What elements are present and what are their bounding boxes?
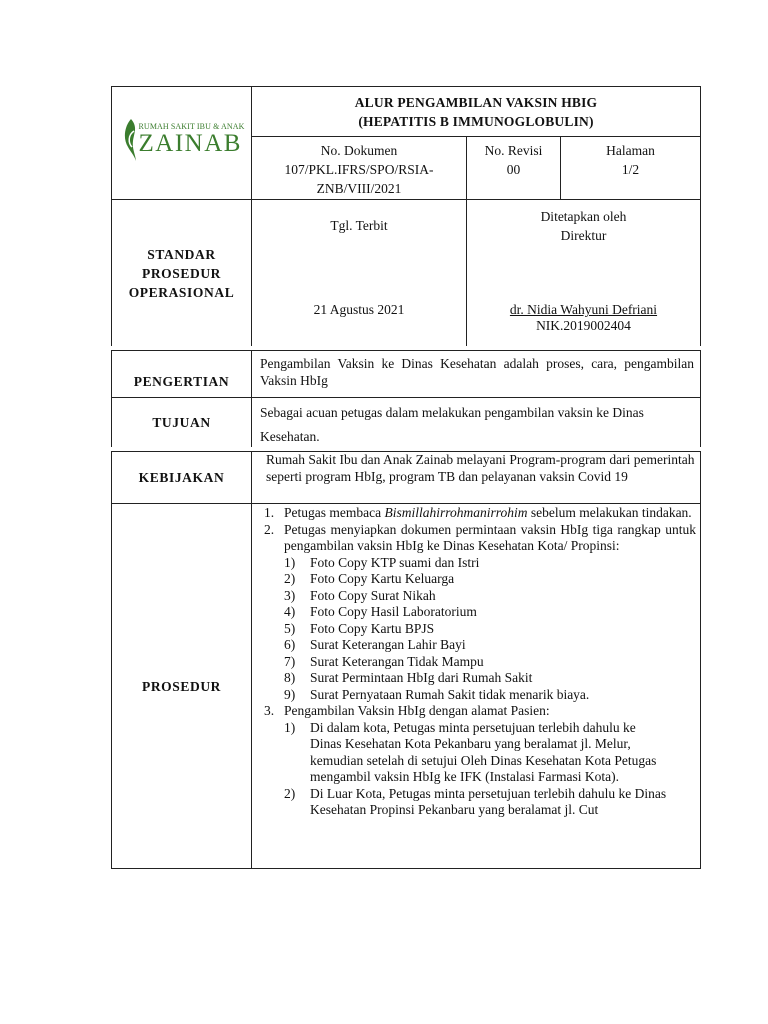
document-list <box>258 555 696 704</box>
procedure-step-3 <box>258 703 696 720</box>
doc-number-cell <box>252 137 466 199</box>
logo-cell <box>112 87 252 199</box>
item-text: Di dalam kota, Petugas minta persetujuan terlebih dahulu ke Dinas Kesehatan Kota Pekanbaru yang beralamat jl. Melur, kemudian setelah di setujui Oleh Dinas Kesehatan Kota Petugas mengambil vaksin HbIg ke IFK (Instalasi Farmasi Kota). <box>310 719 657 784</box>
tujuan-label: TUJUAN <box>112 398 252 447</box>
header-info <box>252 87 700 199</box>
prosedur-label: PROSEDUR <box>112 504 252 868</box>
logo-name: ZAINAB <box>138 130 242 157</box>
document-meta <box>252 137 700 199</box>
address-list <box>258 720 696 819</box>
item-text: Foto Copy KTP suami dan Istri <box>310 554 480 570</box>
item-text: Surat Keterangan Tidak Mampu <box>310 653 484 669</box>
header-row <box>111 86 701 199</box>
list-item <box>258 687 696 704</box>
list-item <box>258 654 696 671</box>
director-nik: NIK.2019002404 <box>536 318 631 333</box>
page-cell <box>560 137 700 199</box>
list-item <box>258 588 696 605</box>
sop-document <box>111 86 701 869</box>
signatory <box>467 302 700 334</box>
step-number: 1. <box>264 505 275 520</box>
item-text: Foto Copy Kartu Keluarga <box>310 571 455 586</box>
approved-by-1: Ditetapkan oleh <box>540 209 627 224</box>
item-text: Surat Keterangan Lahir Bayi <box>310 637 466 652</box>
list-item <box>258 720 668 786</box>
document-title <box>252 87 700 137</box>
tujuan-line-1: Sebagai acuan petugas dalam melakukan pengambilan vaksin ke Dinas <box>260 405 644 420</box>
item-number: 4) <box>284 604 296 619</box>
step-number: 3. <box>264 703 275 718</box>
tujuan-line-2: Kesehatan. <box>260 429 320 444</box>
revision-label: No. Revisi <box>484 143 543 158</box>
issue-date-value: 21 Agustus 2021 <box>313 302 405 317</box>
item-number: 1) <box>284 554 296 570</box>
pengertian-row <box>111 350 701 397</box>
list-item <box>258 621 696 638</box>
sop-row <box>111 199 701 346</box>
prosedur-row <box>111 503 701 869</box>
tujuan-text <box>252 398 700 447</box>
revision-cell <box>466 137 560 199</box>
procedure-step-2 <box>258 522 696 555</box>
approved-by <box>467 207 700 245</box>
list-item <box>258 670 696 687</box>
revision-value: 00 <box>506 162 521 177</box>
item-text: Surat Pernyataan Rumah Sakit tidak menarik biaya. <box>310 686 590 702</box>
item-number: 3) <box>284 587 296 603</box>
step-1-text-post: sebelum melakukan tindakan. <box>527 505 692 520</box>
step-2-text: Petugas menyiapkan dokumen permintaan vaksin HbIg tiga rangkap untuk pengambilan vaksin HbIg ke Dinas Kesehatan Kota/ Propinsi: <box>284 521 696 553</box>
step-number: 2. <box>264 521 275 537</box>
prosedur-content <box>252 504 700 868</box>
title-line-1: ALUR PENGAMBILAN VAKSIN HBIG <box>354 95 598 110</box>
item-number: 8) <box>284 670 296 685</box>
sop-label-3: OPERASIONAL <box>128 284 235 300</box>
issue-date-cell <box>252 200 466 346</box>
item-number: 6) <box>284 637 296 652</box>
kebijakan-row <box>111 451 701 503</box>
list-item <box>258 555 696 572</box>
item-text: Foto Copy Kartu BPJS <box>310 620 435 636</box>
item-number: 1) <box>284 719 296 735</box>
doc-number-value-1: 107/PKL.IFRS/SPO/RSIA- <box>284 162 434 177</box>
sop-label-1: STANDAR <box>147 246 216 262</box>
doc-number-label: No. Dokumen <box>320 143 398 158</box>
item-number: 2) <box>284 785 296 801</box>
kebijakan-text: Rumah Sakit Ibu dan Anak Zainab melayani Program-program dari pemerintah seperti program HbIg, program TB dan pelayanan vaksin Covid 19 <box>266 452 695 484</box>
procedure-step-1 <box>258 505 696 522</box>
sop-label-2: PROSEDUR <box>141 265 222 281</box>
director-name: dr. Nidia Wahyuni Defriani <box>509 302 658 317</box>
sop-details <box>252 200 700 346</box>
step-1-italic: Bismillahirrohmanirrohim <box>384 505 528 520</box>
step-1-text-pre: Petugas membaca <box>284 505 385 520</box>
pengertian-text: Pengambilan Vaksin ke Dinas Kesehatan adalah proses, cara, pengambilan Vaksin HbIg <box>260 356 694 388</box>
page-label: Halaman <box>606 143 655 158</box>
item-number: 2) <box>284 571 296 586</box>
doc-number-value-2: ZNB/VIII/2021 <box>316 181 402 196</box>
item-text: Foto Copy Surat Nikah <box>310 587 436 603</box>
kebijakan-label: KEBIJAKAN <box>112 452 252 503</box>
approval-cell <box>466 200 700 346</box>
item-text: Surat Permintaan HbIg dari Rumah Sakit <box>310 670 533 685</box>
page-value: 1/2 <box>621 162 640 177</box>
leaf-logo-icon <box>122 117 140 163</box>
tujuan-row <box>111 397 701 447</box>
list-item <box>258 637 696 654</box>
approved-by-2: Direktur <box>560 228 607 243</box>
list-item <box>258 571 696 588</box>
sop-label <box>112 200 252 346</box>
hospital-logo <box>122 113 245 173</box>
step-3-text: Pengambilan Vaksin HbIg dengan alamat Pasien: <box>284 703 550 718</box>
item-text: Di Luar Kota, Petugas minta persetujuan terlebih dahulu ke Dinas Kesehatan Propinsi Pekanbaru yang beralamat jl. Cut <box>310 785 667 817</box>
pengertian-label: PENGERTIAN <box>112 351 252 397</box>
list-item <box>258 786 668 819</box>
list-item <box>258 604 696 621</box>
item-number: 9) <box>284 686 296 702</box>
item-text: Foto Copy Hasil Laboratorium <box>310 604 477 619</box>
item-number: 7) <box>284 653 296 669</box>
title-line-2: (HEPATITIS B IMMUNOGLOBULIN) <box>358 114 594 129</box>
issue-date-label: Tgl. Terbit <box>330 218 388 233</box>
item-number: 5) <box>284 620 296 636</box>
logo-tagline: RUMAH SAKIT IBU & ANAK <box>138 122 245 131</box>
